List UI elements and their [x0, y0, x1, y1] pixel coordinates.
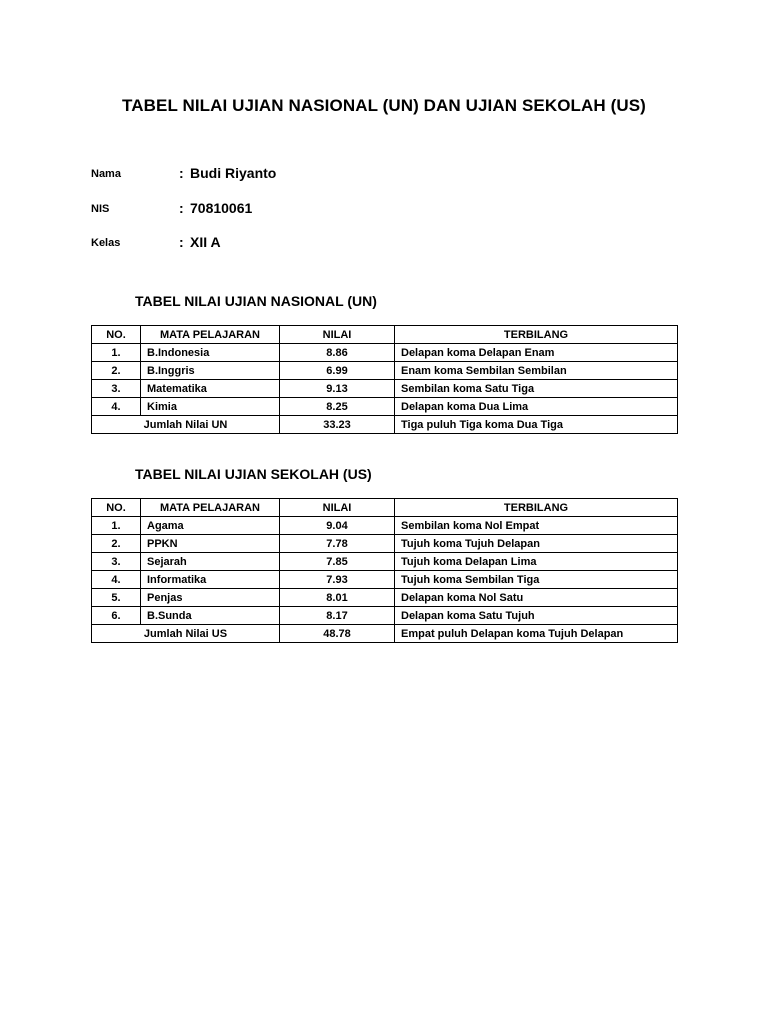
score-in-words: Delapan koma Nol Satu [395, 589, 678, 607]
row-number: 3. [92, 380, 141, 398]
nis-value: 70810061 [190, 200, 253, 216]
subject-name: Matematika [141, 380, 280, 398]
subject-name: PPKN [141, 535, 280, 553]
subject-name: Penjas [141, 589, 280, 607]
score-in-words: Sembilan koma Nol Empat [395, 517, 678, 535]
row-number: 1. [92, 517, 141, 535]
score-in-words: Tujuh koma Sembilan Tiga [395, 571, 678, 589]
subject-name: Kimia [141, 398, 280, 416]
total-score-in-words: Empat puluh Delapan koma Tujuh Delapan [395, 625, 678, 643]
table-row [92, 571, 678, 589]
un-grades-table [91, 325, 678, 434]
row-number: 6. [92, 607, 141, 625]
score-value: 8.86 [280, 344, 395, 362]
column-header-words: TERBILANG [395, 326, 678, 344]
score-value: 8.25 [280, 398, 395, 416]
score-in-words: Tujuh koma Delapan Lima [395, 553, 678, 571]
us-grades-table [91, 498, 678, 643]
nis-colon: : [179, 200, 184, 216]
total-label: Jumlah Nilai UN [92, 416, 280, 434]
column-header-subject: MATA PELAJARAN [141, 326, 280, 344]
student-name-row [91, 162, 591, 182]
row-number: 1. [92, 344, 141, 362]
un-section-title: TABEL NILAI UJIAN NASIONAL (UN) [135, 293, 377, 309]
score-value: 6.99 [280, 362, 395, 380]
subject-name: Agama [141, 517, 280, 535]
score-value: 7.78 [280, 535, 395, 553]
row-number: 2. [92, 535, 141, 553]
table-row [92, 517, 678, 535]
table-row [92, 362, 678, 380]
subject-name: B.Indonesia [141, 344, 280, 362]
table-row [92, 398, 678, 416]
class-colon: : [179, 234, 184, 250]
name-label: Nama [91, 168, 121, 180]
score-in-words: Delapan koma Dua Lima [395, 398, 678, 416]
total-score: 48.78 [280, 625, 395, 643]
score-in-words: Delapan koma Delapan Enam [395, 344, 678, 362]
row-number: 5. [92, 589, 141, 607]
table-row [92, 589, 678, 607]
name-value: Budi Riyanto [190, 165, 277, 181]
score-in-words: Sembilan koma Satu Tiga [395, 380, 678, 398]
total-row [92, 416, 678, 434]
table-row [92, 380, 678, 398]
score-value: 8.17 [280, 607, 395, 625]
document-title: TABEL NILAI UJIAN NASIONAL (UN) DAN UJIAN SEKOLAH (US) [122, 96, 646, 115]
table-header-row [92, 326, 678, 344]
student-nis-row [91, 197, 591, 217]
subject-name: Informatika [141, 571, 280, 589]
score-value: 8.01 [280, 589, 395, 607]
table-row [92, 607, 678, 625]
row-number: 4. [92, 398, 141, 416]
subject-name: B.Sunda [141, 607, 280, 625]
total-label: Jumlah Nilai US [92, 625, 280, 643]
row-number: 2. [92, 362, 141, 380]
nis-label: NIS [91, 203, 110, 215]
table-row [92, 535, 678, 553]
total-score-in-words: Tiga puluh Tiga koma Dua Tiga [395, 416, 678, 434]
score-in-words: Tujuh koma Tujuh Delapan [395, 535, 678, 553]
column-header-score: NILAI [280, 326, 395, 344]
score-value: 7.93 [280, 571, 395, 589]
score-in-words: Enam koma Sembilan Sembilan [395, 362, 678, 380]
row-number: 3. [92, 553, 141, 571]
subject-name: B.Inggris [141, 362, 280, 380]
class-label: Kelas [91, 237, 121, 249]
table-header-row [92, 499, 678, 517]
total-row [92, 625, 678, 643]
student-class-row [91, 231, 591, 251]
score-in-words: Delapan koma Satu Tujuh [395, 607, 678, 625]
column-header-subject: MATA PELAJARAN [141, 499, 280, 517]
score-value: 7.85 [280, 553, 395, 571]
table-row [92, 553, 678, 571]
subject-name: Sejarah [141, 553, 280, 571]
score-value: 9.04 [280, 517, 395, 535]
us-section-title: TABEL NILAI UJIAN SEKOLAH (US) [135, 466, 372, 482]
row-number: 4. [92, 571, 141, 589]
table-row [92, 344, 678, 362]
score-value: 9.13 [280, 380, 395, 398]
name-colon: : [179, 165, 184, 181]
column-header-no: NO. [92, 326, 141, 344]
total-score: 33.23 [280, 416, 395, 434]
column-header-score: NILAI [280, 499, 395, 517]
class-value: XII A [190, 234, 221, 250]
column-header-no: NO. [92, 499, 141, 517]
column-header-words: TERBILANG [395, 499, 678, 517]
